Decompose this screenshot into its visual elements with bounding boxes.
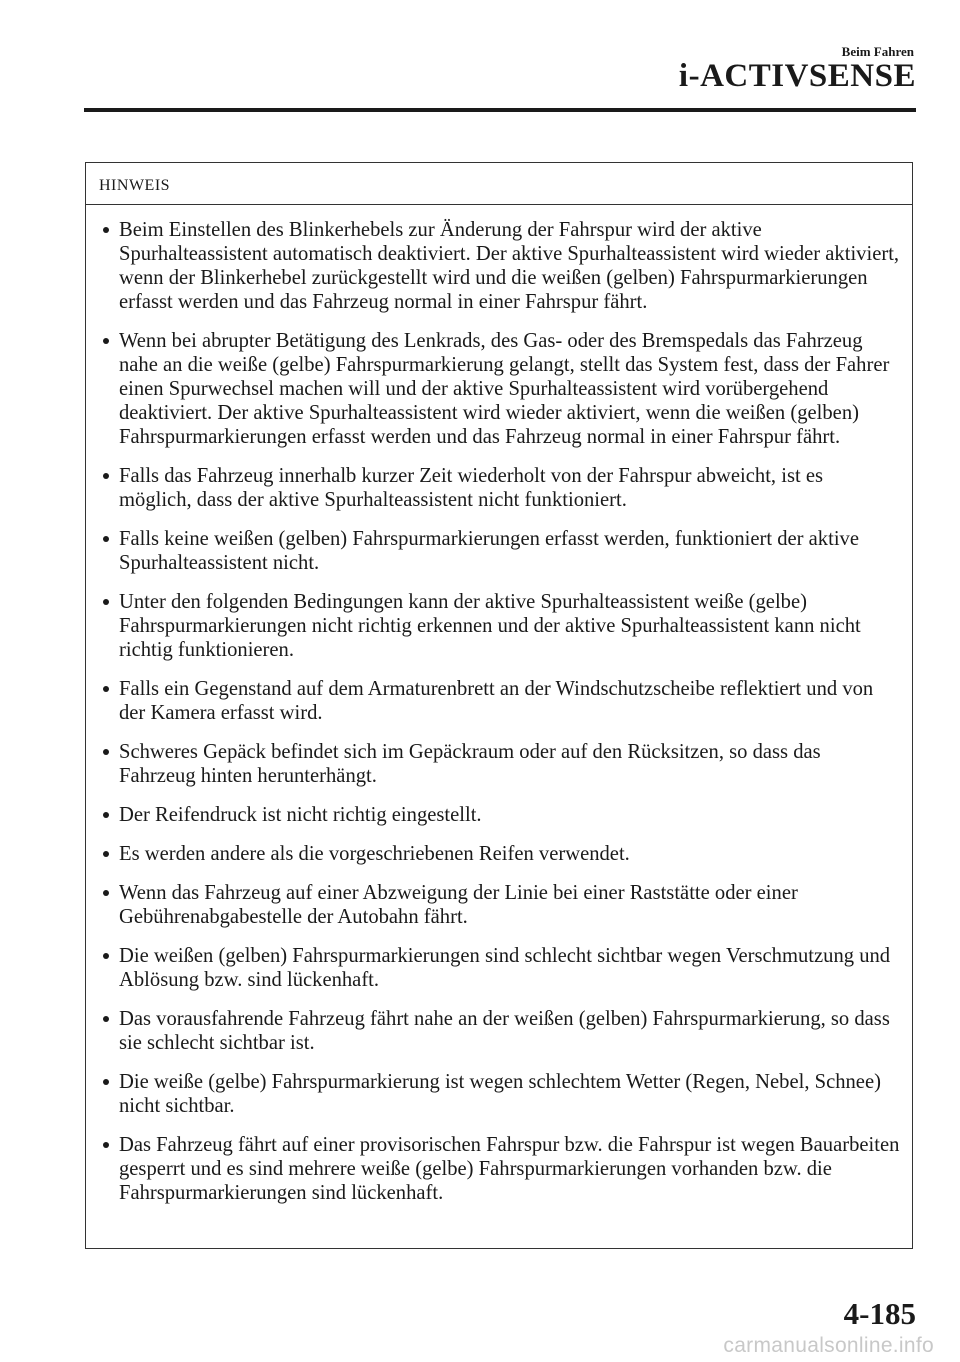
list-item (103, 881, 900, 929)
list-item-text: Beim Einstellen des Blinkerhebels zur Änderung der Fahrspur wird der aktive Spurhalteassistent automatisch deaktiviert. Der aktive Spurhalteassistent wird wieder aktiviert, wenn der Blinkerhebel zurückgestellt wird und die weißen (gelben) Fahrspurmarkierungen erfasst werden und das Fahrzeug normal in einer Fahrspur fährt. (119, 219, 900, 313)
list-item (103, 1007, 900, 1055)
list-item-text: Falls ein Gegenstand auf dem Armaturenbrett an der Windschutzscheibe reflektiert und von der Kamera erfasst wird. (119, 678, 874, 724)
list-item-text: Das Fahrzeug fährt auf einer provisorischen Fahrspur bzw. die Fahrspur ist wegen Bauarbeiten gesperrt und es sind mehrere weiße (gelbe) Fahrspurmarkierungen vorhanden bzw. die Fahrspurmarkierungen sind lückenhaft. (119, 1134, 900, 1204)
bullet-icon (103, 338, 109, 344)
bullet-icon (103, 1079, 109, 1085)
list-item-text: Das vorausfahrende Fahrzeug fährt nahe an der weißen (gelben) Fahrspurmarkierung, so dass sie schlecht sichtbar ist. (119, 1008, 890, 1054)
list-item (103, 803, 900, 827)
list-item-text: Der Reifendruck ist nicht richtig eingestellt. (119, 804, 482, 826)
bullet-icon (103, 1142, 109, 1148)
list-item (103, 329, 900, 449)
bullet-icon (103, 890, 109, 896)
page-number: 4-185 (843, 1296, 916, 1331)
page-title: i-ACTIVSENSE (678, 58, 916, 94)
list-item-text: Die weißen (gelben) Fahrspurmarkierungen sind schlecht sichtbar wegen Verschmutzung und Ablösung bzw. sind lückenhaft. (119, 945, 891, 991)
bullet-icon (103, 536, 109, 542)
list-item-text: Es werden andere als die vorgeschriebenen Reifen verwendet. (119, 843, 630, 865)
note-heading: HINWEIS (86, 163, 912, 205)
header-rule (84, 108, 916, 112)
list-item (103, 677, 900, 725)
list-item (103, 527, 900, 575)
watermark: carmanualsonline.info (723, 1334, 934, 1357)
bullet-icon (103, 599, 109, 605)
bullet-icon (103, 953, 109, 959)
bullet-icon (103, 1016, 109, 1022)
list-item (103, 590, 900, 662)
list-item-text: Wenn bei abrupter Betätigung des Lenkrads, des Gas- oder des Bremspedals das Fahrzeug nahe an die weiße (gelbe) Fahrspurmarkierung gelangt, stellt das System fest, dass der Fahrer einen Spurwechsel machen will und der aktive Spurhalteassistent wird vorübergehend deaktiviert. Der aktive Spurhalteassistent wird wieder aktiviert, wenn die weißen (gelben) Fahrspurmarkierungen erfasst werden und das Fahrzeug normal in einer Fahrspur fährt. (119, 330, 890, 448)
list-item-text: Die weiße (gelbe) Fahrspurmarkierung ist wegen schlechtem Wetter (Regen, Nebel, Schnee) nicht sichtbar. (119, 1071, 881, 1117)
header-section-label: Beim Fahren (841, 44, 914, 59)
list-item (103, 464, 900, 512)
list-item-text: Unter den folgenden Bedingungen kann der aktive Spurhalteassistent weiße (gelbe) Fahrspurmarkierungen nicht richtig erkennen und der aktive Spurhalteassistent kann nicht richtig funktionieren. (119, 591, 861, 661)
list-item (103, 842, 900, 866)
list-item (103, 740, 900, 788)
bullet-icon (103, 686, 109, 692)
note-box (85, 162, 913, 1249)
bullet-icon (103, 473, 109, 479)
bullet-icon (103, 227, 109, 233)
list-item (103, 218, 900, 314)
list-item-text: Wenn das Fahrzeug auf einer Abzweigung der Linie bei einer Raststätte oder einer Gebührenabgabestelle der Autobahn fährt. (119, 882, 798, 928)
list-item (103, 944, 900, 992)
list-item-text: Schweres Gepäck befindet sich im Gepäckraum oder auf den Rücksitzen, so dass das Fahrzeug hinten herunterhängt. (119, 741, 821, 787)
bullet-icon (103, 749, 109, 755)
bullet-icon (103, 812, 109, 818)
bullet-icon (103, 851, 109, 857)
list-item (103, 1070, 900, 1118)
list-item-text: Falls keine weißen (gelben) Fahrspurmarkierungen erfasst werden, funktioniert der aktive Spurhalteassistent nicht. (119, 528, 859, 574)
note-list (86, 205, 912, 1205)
list-item-text: Falls das Fahrzeug innerhalb kurzer Zeit wiederholt von der Fahrspur abweicht, ist es möglich, dass der aktive Spurhalteassistent nicht funktioniert. (119, 465, 823, 511)
list-item (103, 1133, 900, 1205)
